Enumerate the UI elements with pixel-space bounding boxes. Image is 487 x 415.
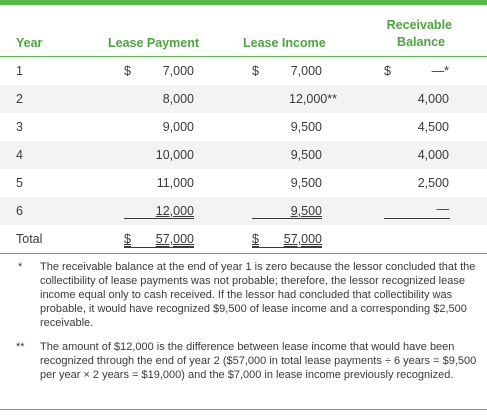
table-row xyxy=(0,197,487,225)
total-income: 57,000 xyxy=(283,232,322,246)
total-payment-currency: $ xyxy=(124,232,131,246)
cell-year: 6 xyxy=(16,204,23,218)
subtotal-rule-receivable xyxy=(384,218,450,219)
footnote-mark: ** xyxy=(16,341,25,353)
footnote-text: The receivable balance at the end of year 1 is zero because the lessor concluded that the collectibility of lease payments was not probable; therefore, the lessor recognized lease income equal only to cash received. If the lessor had concluded that collectibility was probable, it would have recognized $9,500 of lease income and a corresponding $2,500 receivable. xyxy=(40,261,476,329)
cell-receivable-currency: $ xyxy=(384,64,391,78)
cell-payment: 12,000 xyxy=(155,204,194,218)
top-accent-rule xyxy=(0,0,487,5)
total-rule-income xyxy=(252,247,322,248)
footnote-text: The amount of $12,000 is the difference between lease income that would have been recognized through the end of year 2 ($57,000 in total lease payments ÷ 6 years = $9,500 per year × 2 years = $19,000) and the $7,000 in lease income previously recognized. xyxy=(40,341,477,381)
cell-receivable: 4,000 xyxy=(417,92,449,106)
cell-year: 1 xyxy=(16,64,23,78)
cell-receivable: — xyxy=(436,202,449,216)
total-label: Total xyxy=(16,232,43,246)
cell-income-currency: $ xyxy=(252,64,259,78)
table-row xyxy=(0,169,487,197)
cell-income: 9,500 xyxy=(290,176,322,190)
cell-payment: 10,000 xyxy=(155,148,194,162)
cell-receivable: 4,000 xyxy=(417,148,449,162)
cell-income: 12,000** xyxy=(289,92,337,106)
cell-year: 3 xyxy=(16,120,23,134)
table-row xyxy=(0,141,487,169)
cell-year: 5 xyxy=(16,176,23,190)
cell-receivable: 4,500 xyxy=(417,120,449,134)
cell-receivable: 2,500 xyxy=(417,176,449,190)
cell-income: 9,500 xyxy=(290,120,322,134)
cell-payment-currency: $ xyxy=(124,64,131,78)
table-row xyxy=(0,57,487,85)
table-bottom-rule xyxy=(0,253,487,254)
footnote-mark: * xyxy=(18,261,23,273)
footnote-bottom-rule xyxy=(0,409,487,410)
header-receivable-line1: Receivable xyxy=(386,18,452,32)
table-row xyxy=(0,113,487,141)
header-lease-income: Lease Income xyxy=(243,36,326,50)
total-income-currency: $ xyxy=(252,232,259,246)
subtotal-rule-income xyxy=(252,218,322,219)
cell-income: 7,000 xyxy=(290,64,322,78)
cell-payment: 8,000 xyxy=(162,92,194,106)
subtotal-rule-payment xyxy=(124,218,194,219)
cell-payment: 9,000 xyxy=(162,120,194,134)
table-row xyxy=(0,85,487,113)
header-year: Year xyxy=(16,36,43,50)
cell-year: 4 xyxy=(16,148,23,162)
cell-year: 2 xyxy=(16,92,23,106)
cell-payment: 7,000 xyxy=(162,64,194,78)
cell-payment: 11,000 xyxy=(156,176,194,190)
cell-receivable: —* xyxy=(431,64,449,78)
cell-income: 9,500 xyxy=(290,204,322,218)
total-rule-payment xyxy=(124,247,194,248)
cell-income: 9,500 xyxy=(290,148,322,162)
total-payment: 57,000 xyxy=(155,232,194,246)
header-receivable-line2: Balance xyxy=(397,35,445,49)
total-row xyxy=(0,225,487,253)
header-lease-payment: Lease Payment xyxy=(108,36,200,50)
